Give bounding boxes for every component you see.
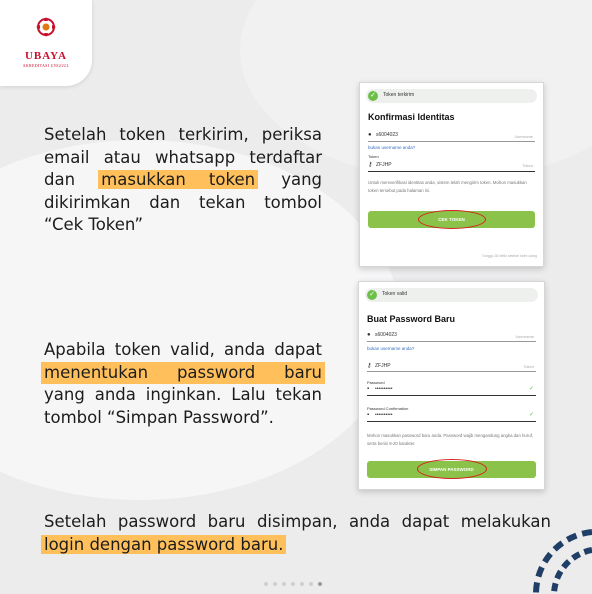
username-hint: Username <box>514 134 533 139</box>
highlight-masukkan-token: masukkan token <box>98 170 258 189</box>
token-confirmation-screenshot <box>359 82 544 267</box>
password-underline <box>367 395 536 396</box>
username-value: s6004023 <box>375 332 397 338</box>
page-dot[interactable] <box>273 582 277 586</box>
toast-text: Token valid <box>382 291 408 297</box>
token-hint: Token <box>522 163 533 168</box>
divider <box>367 341 536 342</box>
step-3-line: Setelah password baru disimpan, anda dapat melakukan <box>44 512 551 531</box>
simpan-password-button[interactable]: SIMPAN PASSWORD <box>367 461 536 478</box>
password-value: •••••••••• <box>375 386 393 392</box>
token-label: Token <box>368 154 379 159</box>
key-icon: ⚷ <box>368 162 373 168</box>
password-confirmation-value: •••••••••• <box>375 412 393 418</box>
step-1-line: “Cek Token” <box>44 215 144 234</box>
page-dot[interactable] <box>282 582 286 586</box>
highlight-oval <box>418 210 486 229</box>
logo-name: UBAYA <box>24 50 68 62</box>
toast-text: Token terkirim <box>383 92 415 98</box>
highlight-menentukan-password: menentukan password baru <box>41 362 325 385</box>
logo-card <box>0 0 92 86</box>
token-hint: Token <box>523 364 534 369</box>
step-2-line: tombol “Simpan Password”. <box>44 407 274 427</box>
token-value: ZFJHP <box>375 363 391 369</box>
username-hint: Username <box>515 334 534 339</box>
new-password-screenshot <box>358 281 545 490</box>
card-title: Buat Password Baru <box>367 314 456 324</box>
page-dot[interactable] <box>291 582 295 586</box>
toast-token-valid <box>365 288 538 302</box>
divider <box>368 141 535 142</box>
page-dot-active[interactable] <box>318 582 322 586</box>
username-value: s6004023 <box>376 132 398 138</box>
not-your-username-link[interactable]: bukan username anda? <box>367 346 415 351</box>
token-underline <box>368 171 535 172</box>
step-1-text <box>44 124 322 237</box>
step-3-text <box>44 511 551 556</box>
step-1-line: dikirimkan dan tekan tombol <box>44 192 322 212</box>
not-your-username-link[interactable]: bukan username anda? <box>368 145 416 150</box>
username-row <box>368 132 535 138</box>
check-icon: ✓ <box>367 290 377 300</box>
page-dot[interactable] <box>264 582 268 586</box>
key-icon: ⚷ <box>367 363 372 369</box>
check-icon: ✓ <box>368 91 378 101</box>
password-confirmation-label: Password Confirmation <box>367 406 409 411</box>
divider <box>367 371 536 372</box>
info-text: Untuk memverifikasi identitas anda, sistem telah mengirim token. Mohon masukkan token tersebut pada halaman ini. <box>368 180 527 193</box>
username-row <box>367 332 536 338</box>
token-input[interactable] <box>368 161 535 168</box>
page-dot[interactable] <box>309 582 313 586</box>
step-1-line: email atau whatsapp terdaftar <box>44 147 322 167</box>
step-1-line: dan <box>44 170 76 189</box>
resend-note: Tunggu 30 detik setelah kirim ulang <box>481 254 537 258</box>
ubaya-emblem-icon <box>35 16 57 38</box>
password-confirmation-input[interactable] <box>367 412 536 418</box>
step-2-line: yang anda inginkan. Lalu tekan <box>44 385 322 404</box>
highlight-login-password-baru: login dengan password baru. <box>41 535 286 554</box>
step-2-line: Apabila token valid, anda dapat <box>44 340 322 359</box>
user-icon: ● <box>368 132 372 138</box>
info-text: Mohon masukkan password baru anda. Password wajib mengandung angka dan huruf, serta berisi 8-20 karakter. <box>367 433 534 446</box>
user-icon: ● <box>367 332 371 338</box>
lock-icon: ▪ <box>367 386 370 392</box>
logo-tagline: AKREDITASI UNGGUL <box>22 63 70 68</box>
password-label: Password <box>367 380 385 385</box>
valid-check-icon: ✓ <box>528 412 534 418</box>
token-row <box>367 362 536 369</box>
lock-icon: ▪ <box>367 412 370 418</box>
toast-token-sent <box>366 89 537 103</box>
step-2-text <box>44 339 322 429</box>
token-value: ZFJHP <box>376 162 392 168</box>
cek-token-button[interactable]: CEK TOKEN <box>368 211 535 228</box>
confirmation-underline <box>367 421 536 422</box>
page-dot[interactable] <box>300 582 304 586</box>
decorative-stripes <box>516 524 592 594</box>
password-input[interactable] <box>367 386 536 392</box>
step-1-line: Setelah token terkirim, periksa <box>44 125 322 144</box>
pagination-dots <box>264 573 327 591</box>
step-1-line: yang <box>281 170 322 189</box>
valid-check-icon: ✓ <box>528 386 534 392</box>
highlight-oval <box>417 459 487 479</box>
card-title: Konfirmasi Identitas <box>368 112 455 122</box>
